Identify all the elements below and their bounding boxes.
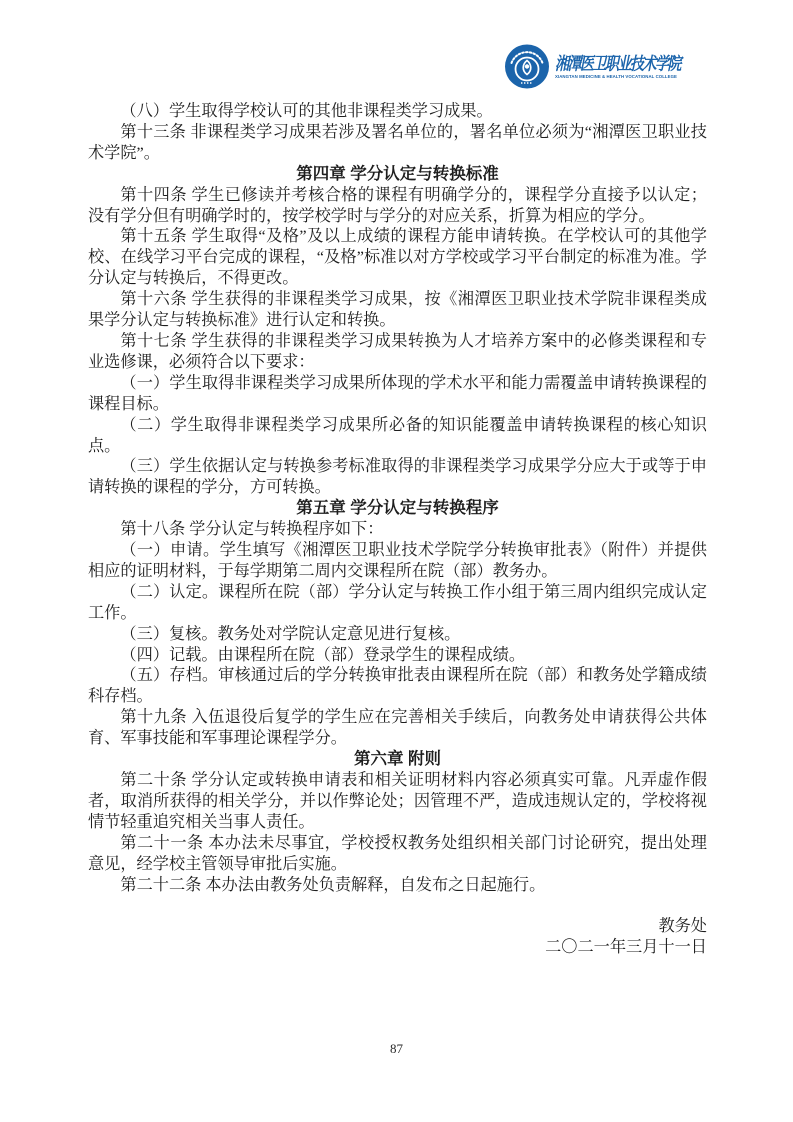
paragraph: （二）学生取得非课程类学习成果所必备的知识能覆盖申请转换课程的核心知识点。 (88, 415, 707, 455)
paragraph: 第十五条 学生取得“及格”及以上成绩的课程方能申请转换。在学校认可的其他学校、在线学习平台完成的课程，“及格”标准以对方学校或学习平台制定的标准为准。学分认定与转换后，不得更改。 (88, 227, 707, 288)
paragraph: （三）复核。教务处对学院认定意见进行复核。 (120, 624, 461, 643)
college-emblem-icon (504, 43, 550, 90)
paragraph: （五）存档。审核通过后的学分转换审批表由课程所在院（部）和教务处学籍成绩科存档。 (88, 666, 707, 706)
paragraph: 第二十条 学分认定或转换申请表和相关证明材料内容必须真实可靠。凡弄虚作假者，取消所获得的相关学分，并以作弊论处；因管理不严，造成违规认定的，学校将视情节轻重追究相关当事人责任。 (88, 771, 707, 831)
paragraph: 第十八条 学分认定与转换程序如下： (120, 520, 384, 539)
paragraph: 第十七条 学生获得的非课程类学习成果转换为人才培养方案中的必修类课程和专业选修课，必须符合以下要求： (88, 331, 707, 371)
paragraph: （二）认定。课程所在院（部）学分认定与转换工作小组于第三周内组织完成认定工作。 (88, 582, 707, 622)
paragraph: 第十九条 入伍退役后复学的学生应在完善相关手续后，向教务处申请获得公共体育、军事技能和军事理论课程学分。 (88, 708, 707, 748)
paragraph: 第二十二条 本办法由教务处负责解释，自发布之日起施行。 (120, 875, 546, 894)
chapter-heading: 第六章 附则 (353, 750, 442, 769)
paragraph: （三）学生依据认定与转换参考标准取得的非课程类学习成果学分应大于或等于申请转换的课程的学分，方可转换。 (88, 457, 707, 497)
college-name-en: XIANGTAN MEDICINE & HEALTH VOCATIONAL COLLEGE (555, 74, 677, 79)
paragraph: （一）学生取得非课程类学习成果所体现的学术水平和能力需覆盖申请转换课程的课程目标。 (88, 373, 707, 413)
chapter-heading: 第五章 学分认定与转换程序 (296, 499, 499, 518)
paragraph: 第十三条 非课程类学习成果若涉及署名单位的，署名单位必须为“湘潭医卫职业技术学院”。 (88, 122, 707, 162)
paragraph: 第十六条 学生获得的非课程类学习成果，按《湘潭医卫职业技术学院非课程类成果学分认定与转换标准》进行认定和转换。 (88, 290, 707, 330)
college-name-zh: 湘潭医卫职业技术学院 (555, 55, 680, 74)
college-logo (504, 43, 724, 90)
college-logo-text (555, 53, 724, 81)
paragraph: （八）学生取得学校认可的其他非课程类学习成果。 (120, 102, 493, 120)
signature-date: 二〇二一年三月十一日 (545, 938, 707, 957)
paragraph: 第十四条 学生已修读并考核合格的课程有明确学分的，课程学分直接予以认定；没有学分但有明确学时的，按学校学时与学分的对应关系，折算为相应的学分。 (88, 185, 707, 225)
paragraph: 第二十一条 本办法未尽事宜，学校授权教务处组织相关部门讨论研究，提出处理意见，经学校主管领导审批后实施。 (88, 833, 707, 873)
document-body (88, 101, 707, 958)
page-number: 87 (390, 1041, 403, 1056)
chapter-heading: 第四章 学分认定与转换标准 (296, 164, 499, 183)
paragraph: （四）记载。由课程所在院（部）登录学生的课程成绩。 (120, 645, 526, 664)
signature-department: 教务处 (658, 917, 707, 936)
paragraph: （一）申请。学生填写《湘潭医卫职业技术学院学分转换审批表》（附件）并提供相应的证明材料，于每学期第二周内交课程所在院（部）教务办。 (88, 541, 707, 580)
